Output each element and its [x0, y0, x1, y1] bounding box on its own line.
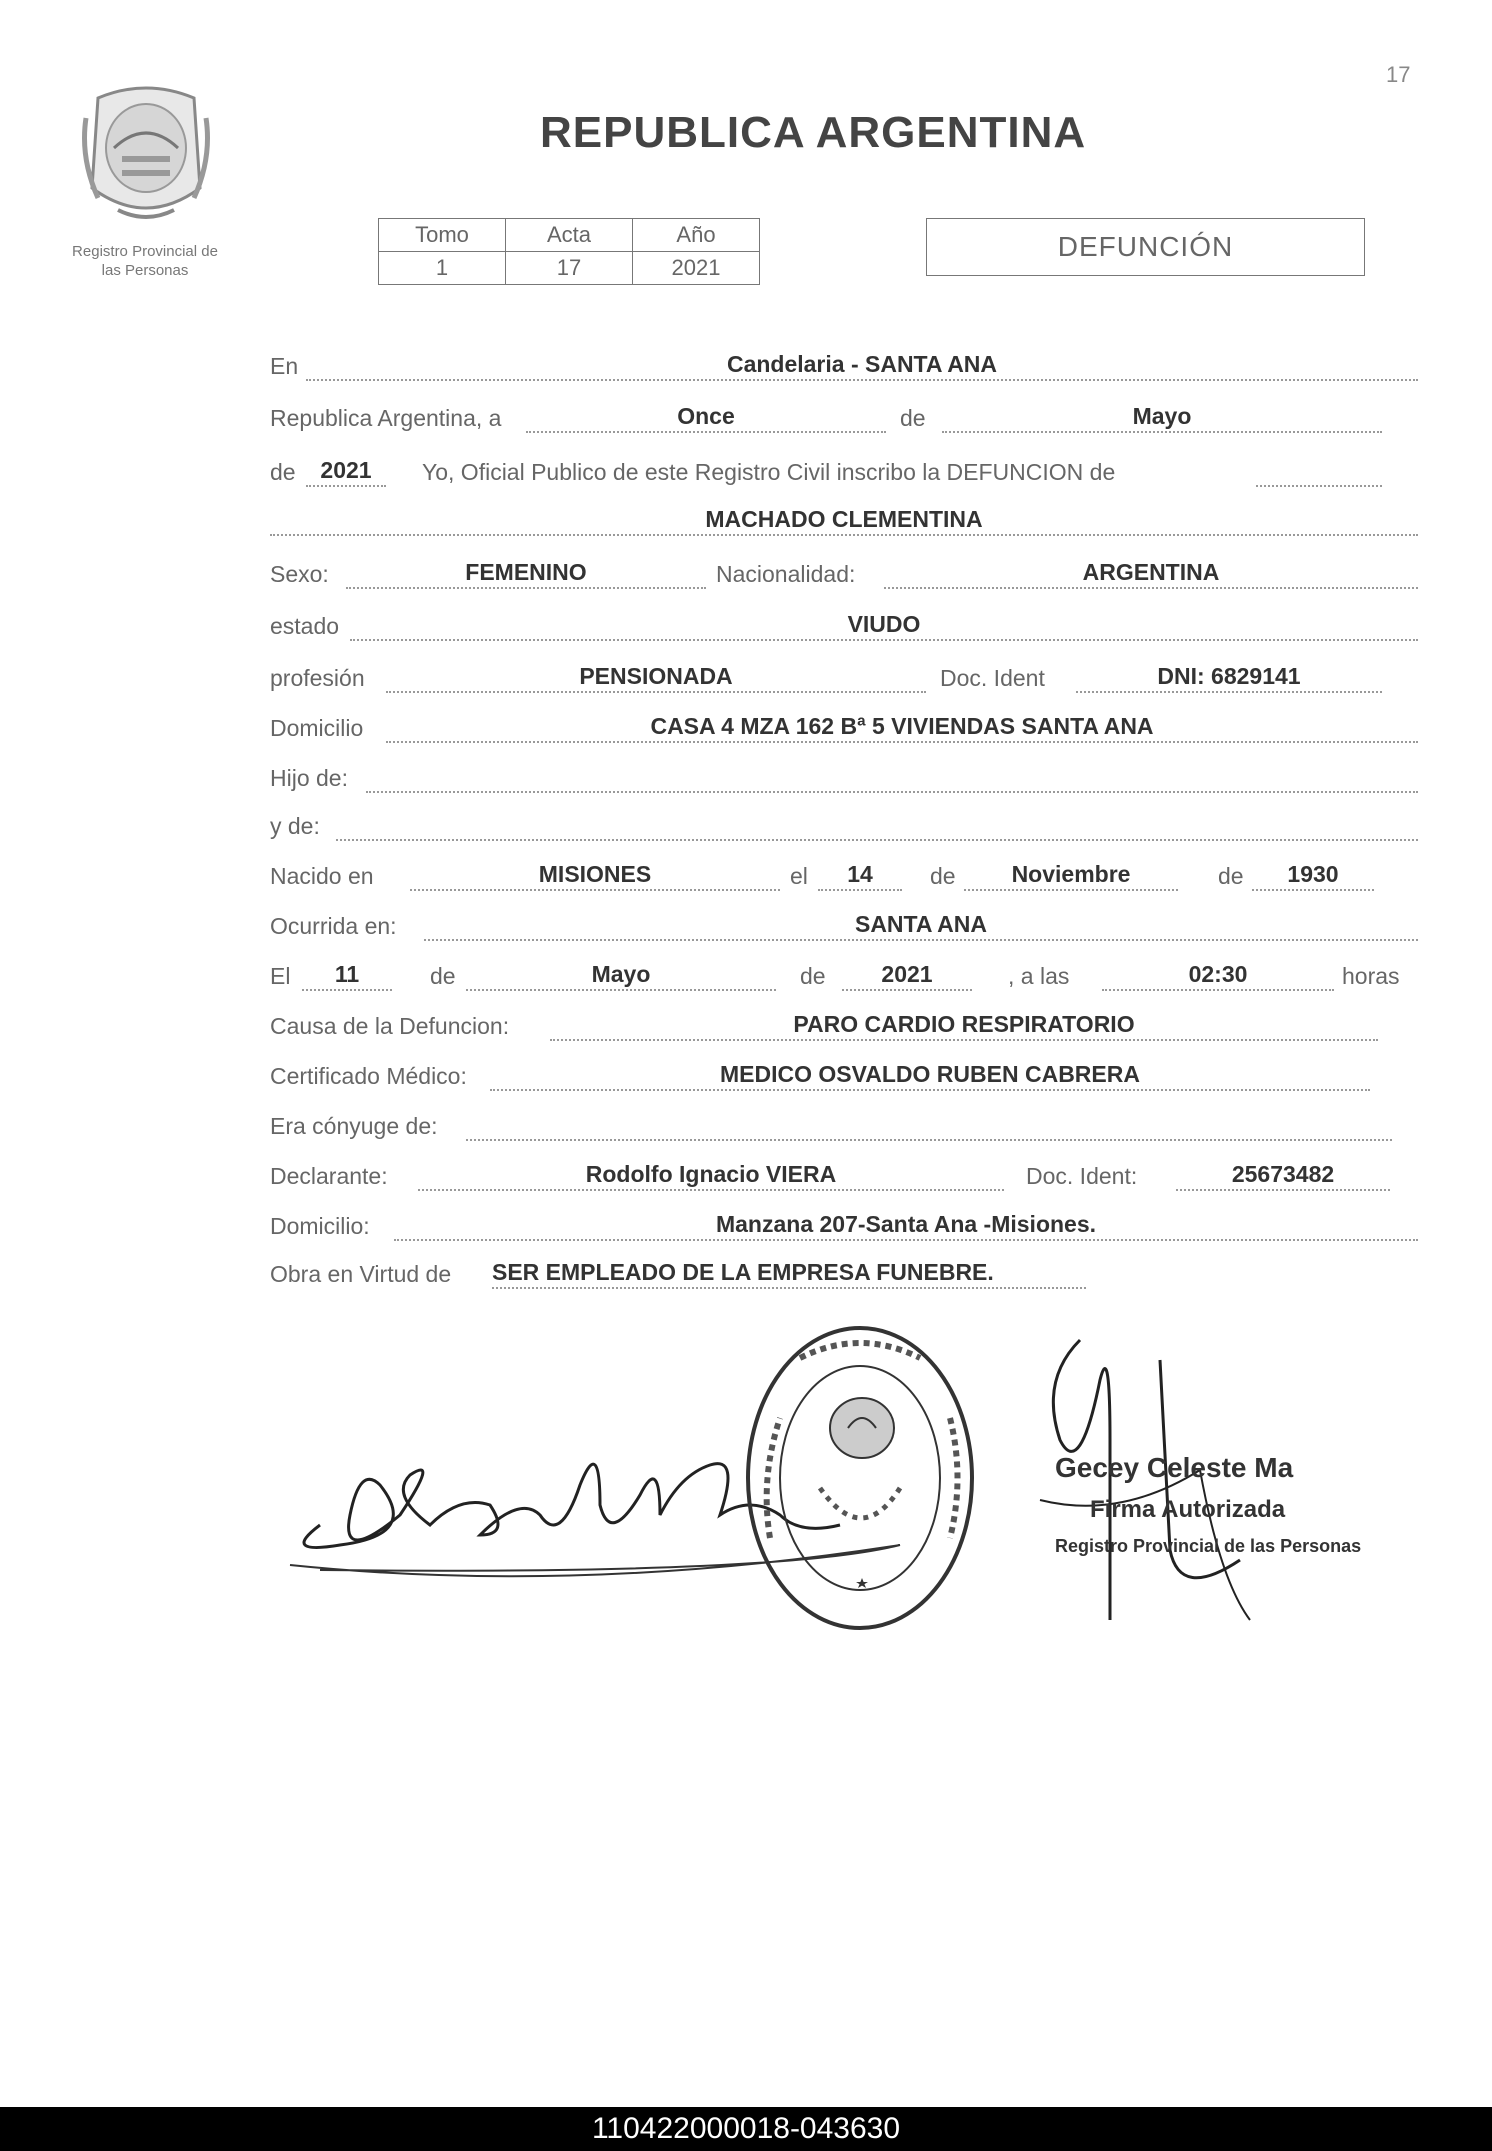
estado-value: VIUDO	[350, 609, 1418, 641]
estado-label: estado	[270, 613, 340, 639]
document-type-box: DEFUNCIÓN	[926, 218, 1365, 276]
defuncion-dia-value: 11	[302, 959, 392, 991]
nacionalidad-value: ARGENTINA	[884, 557, 1418, 589]
sexo-value: FEMENINO	[346, 557, 706, 589]
row-declarante-domicilio	[270, 1205, 1420, 1245]
page-number: 17	[1386, 62, 1411, 87]
el-label: el	[790, 863, 808, 889]
a-las-label: , a las	[1008, 963, 1070, 989]
official-stamp	[740, 1318, 980, 1638]
year-value: 2021	[306, 455, 386, 487]
doc-ident-label: Doc. Ident	[940, 665, 1045, 691]
de-label-3: de	[930, 863, 956, 889]
statement-fill	[1256, 455, 1382, 487]
row-birth	[270, 855, 1420, 895]
domicilio-value: CASA 4 MZA 162 Bª 5 VIVIENDAS SANTA ANA	[386, 711, 1418, 743]
profesion-label: profesión	[270, 665, 365, 691]
day-word-value: Once	[526, 401, 886, 433]
row-sex-nationality	[270, 553, 1420, 593]
republica-label: Republica Argentina, a	[270, 405, 502, 431]
row-causa	[270, 1005, 1420, 1045]
registry-line-2: las Personas	[101, 262, 189, 279]
defuncion-anio-value: 2021	[842, 959, 972, 991]
registry-caption	[40, 242, 250, 280]
document-code-bar: 110422000018-043630	[0, 2107, 1492, 2151]
obra-value: SER EMPLEADO DE LA EMPRESA FUNEBRE.	[492, 1257, 1086, 1289]
de-label-4: de	[1218, 863, 1244, 889]
registry-line-1: Registro Provincial de	[72, 243, 218, 260]
reference-header-row	[379, 219, 760, 252]
causa-value: PARO CARDIO RESPIRATORIO	[550, 1009, 1378, 1041]
row-place	[270, 345, 1420, 385]
nacido-label: Nacido en	[270, 863, 374, 889]
domicilio2-label: Domicilio:	[270, 1213, 370, 1239]
row-ocurrida	[270, 905, 1420, 945]
anio-value: 2021	[633, 252, 760, 285]
row-estado	[270, 605, 1420, 645]
de-label-5: de	[430, 963, 456, 989]
row-obra	[270, 1253, 1420, 1293]
place-value: Candelaria - SANTA ANA	[306, 349, 1418, 381]
acta-value: 17	[506, 252, 633, 285]
row-date-written	[270, 397, 1420, 437]
y-de-fill	[336, 809, 1418, 841]
document-title: REPUBLICA ARGENTINA	[540, 108, 1087, 157]
certificado-label: Certificado Médico:	[270, 1063, 467, 1089]
row-y-de	[270, 805, 1420, 845]
hijo-fill	[366, 761, 1418, 793]
defuncion-hora-value: 02:30	[1102, 959, 1334, 991]
declarante-value: Rodolfo Ignacio VIERA	[418, 1159, 1004, 1191]
ocurrida-value: SANTA ANA	[424, 909, 1418, 941]
conyuge-label: Era cónyuge de:	[270, 1113, 438, 1139]
row-conyuge	[270, 1105, 1420, 1145]
de-label-6: de	[800, 963, 826, 989]
nacido-lugar-value: MISIONES	[410, 859, 780, 891]
signatory-role: Firma Autorizada	[1090, 1496, 1286, 1523]
certificado-value: MEDICO OSVALDO RUBEN CABRERA	[490, 1059, 1370, 1091]
de-label-2: de	[270, 459, 296, 485]
tomo-header: Tomo	[379, 219, 506, 252]
doc-ident-value: DNI: 6829141	[1076, 661, 1382, 693]
provincial-seal-icon	[78, 78, 214, 228]
signatory-name: Gecey Celeste Ma	[1055, 1452, 1294, 1483]
nacido-anio-value: 1930	[1252, 859, 1374, 891]
declarante-doc-value: 25673482	[1176, 1159, 1390, 1191]
en-label: En	[270, 353, 299, 379]
row-death-date	[270, 955, 1420, 995]
row-hijo-de	[270, 757, 1420, 797]
declarante-label: Declarante:	[270, 1163, 388, 1189]
nacido-mes-value: Noviembre	[964, 859, 1178, 891]
nacido-dia-value: 14	[818, 859, 902, 891]
row-certificado	[270, 1055, 1420, 1095]
conyuge-fill	[466, 1109, 1392, 1141]
row-declarante	[270, 1155, 1420, 1195]
hijo-label: Hijo de:	[270, 765, 348, 791]
acta-header: Acta	[506, 219, 633, 252]
ocurrida-label: Ocurrida en:	[270, 913, 397, 939]
profesion-value: PENSIONADA	[386, 661, 926, 693]
domicilio-label: Domicilio	[270, 715, 364, 741]
reference-value-row	[379, 252, 760, 285]
defuncion-mes-value: Mayo	[466, 959, 776, 991]
horas-label: horas	[1342, 963, 1400, 989]
anio-header: Año	[633, 219, 760, 252]
deceased-name-value: MACHADO CLEMENTINA	[270, 504, 1418, 536]
obra-label: Obra en Virtud de	[270, 1261, 452, 1287]
sexo-label: Sexo:	[270, 561, 329, 587]
row-domicilio	[270, 707, 1420, 747]
el2-label: El	[270, 963, 291, 989]
row-statement	[270, 451, 1420, 491]
y-de-label: y de:	[270, 813, 320, 839]
row-deceased-name	[270, 500, 1420, 540]
doc-ident2-label: Doc. Ident:	[1026, 1163, 1138, 1189]
de-label-1: de	[900, 405, 926, 431]
statement-text: Yo, Oficial Publico de este Registro Civil inscribo la DEFUNCION de	[422, 459, 1116, 485]
nacionalidad-label: Nacionalidad:	[716, 561, 856, 587]
month-value: Mayo	[942, 401, 1382, 433]
signatory-office: Registro Provincial de las Personas	[1055, 1536, 1362, 1556]
declarante-domicilio-value: Manzana 207-Santa Ana -Misiones.	[394, 1209, 1418, 1241]
row-profession	[270, 657, 1420, 697]
causa-label: Causa de la Defuncion:	[270, 1013, 510, 1039]
reference-table	[378, 218, 760, 285]
tomo-value: 1	[379, 252, 506, 285]
